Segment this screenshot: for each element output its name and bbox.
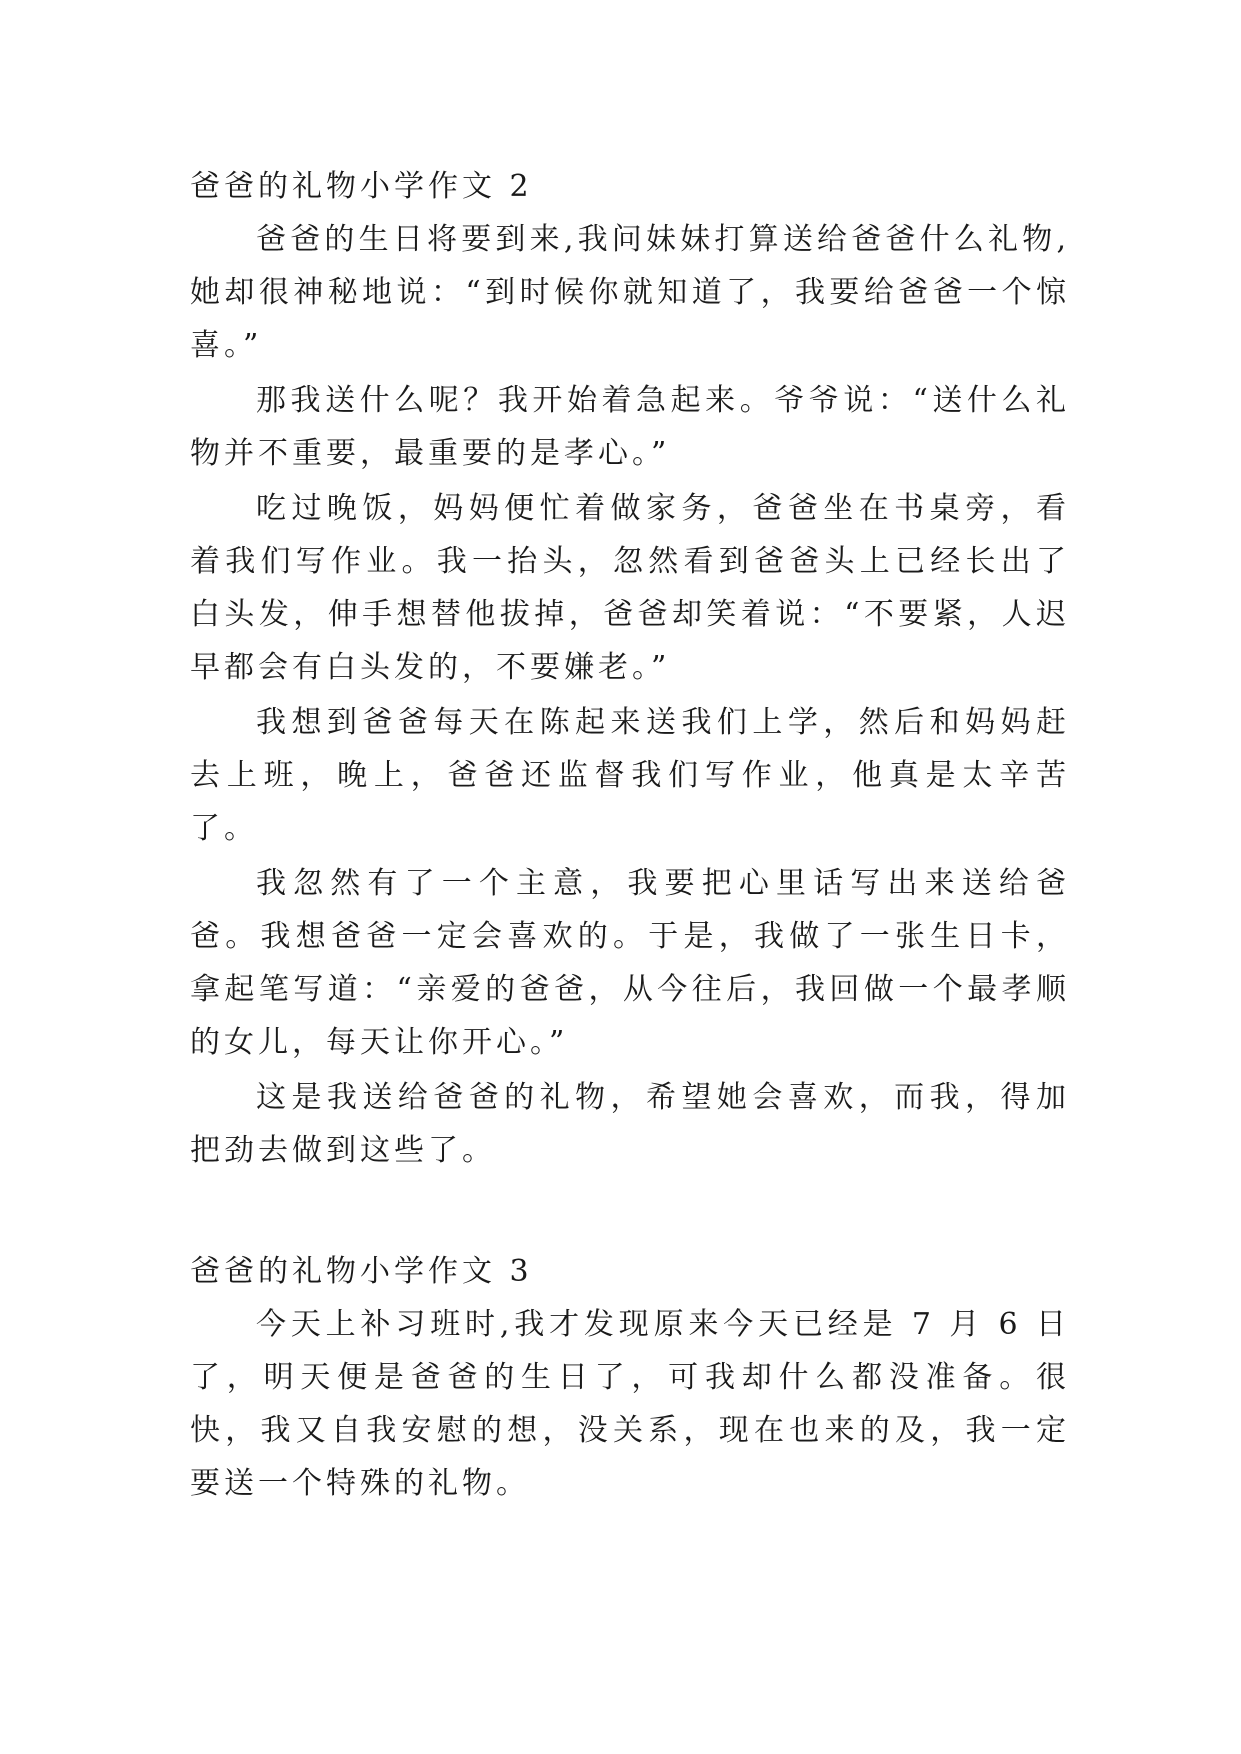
document-page — [190, 160, 1070, 1512]
section-title: 爸爸的礼物小学作文 3 — [190, 1254, 533, 1289]
paragraph: 爸爸的生日将要到来,我问妹妹打算送给爸爸什么礼物,她却很神秘地说：“到时候你就知道了，我要给爸爸一个惊喜。” — [190, 222, 1070, 363]
paragraph: 我忽然有了一个主意，我要把心里话写出来送给爸爸。我想爸爸一定会喜欢的。于是，我做了一张生日卡，拿起笔写道：“亲爱的爸爸，从今往后，我回做一个最孝顺的女儿，每天让你开心。” — [190, 866, 1070, 1060]
paragraph: 那我送什么呢？我开始着急起来。爷爷说：“送什么礼物并不重要，最重要的是孝心。” — [190, 383, 1070, 471]
section-title: 爸爸的礼物小学作文 2 — [190, 169, 533, 204]
paragraph: 我想到爸爸每天在陈起来送我们上学，然后和妈妈赶去上班，晚上，爸爸还监督我们写作业，他真是太辛苦了。 — [190, 705, 1070, 846]
paragraph: 这是我送给爸爸的礼物，希望她会喜欢，而我，得加把劲去做到这些了。 — [190, 1080, 1070, 1168]
paragraph: 吃过晚饭，妈妈便忙着做家务，爸爸坐在书桌旁，看着我们写作业。我一抬头，忽然看到爸爸头上已经长出了白头发，伸手想替他拔掉，爸爸却笑着说：“不要紧，人迟早都会有白头发的，不要嫌老。” — [190, 491, 1070, 685]
essay-section-2 — [190, 160, 1070, 1177]
paragraph: 今天上补习班时,我才发现原来今天已经是 7 月 6 日了，明天便是爸爸的生日了，可我却什么都没准备。很快，我又自我安慰的想，没关系，现在也来的及，我一定要送一个特殊的礼物。 — [190, 1307, 1070, 1501]
essay-section-3 — [190, 1245, 1070, 1510]
